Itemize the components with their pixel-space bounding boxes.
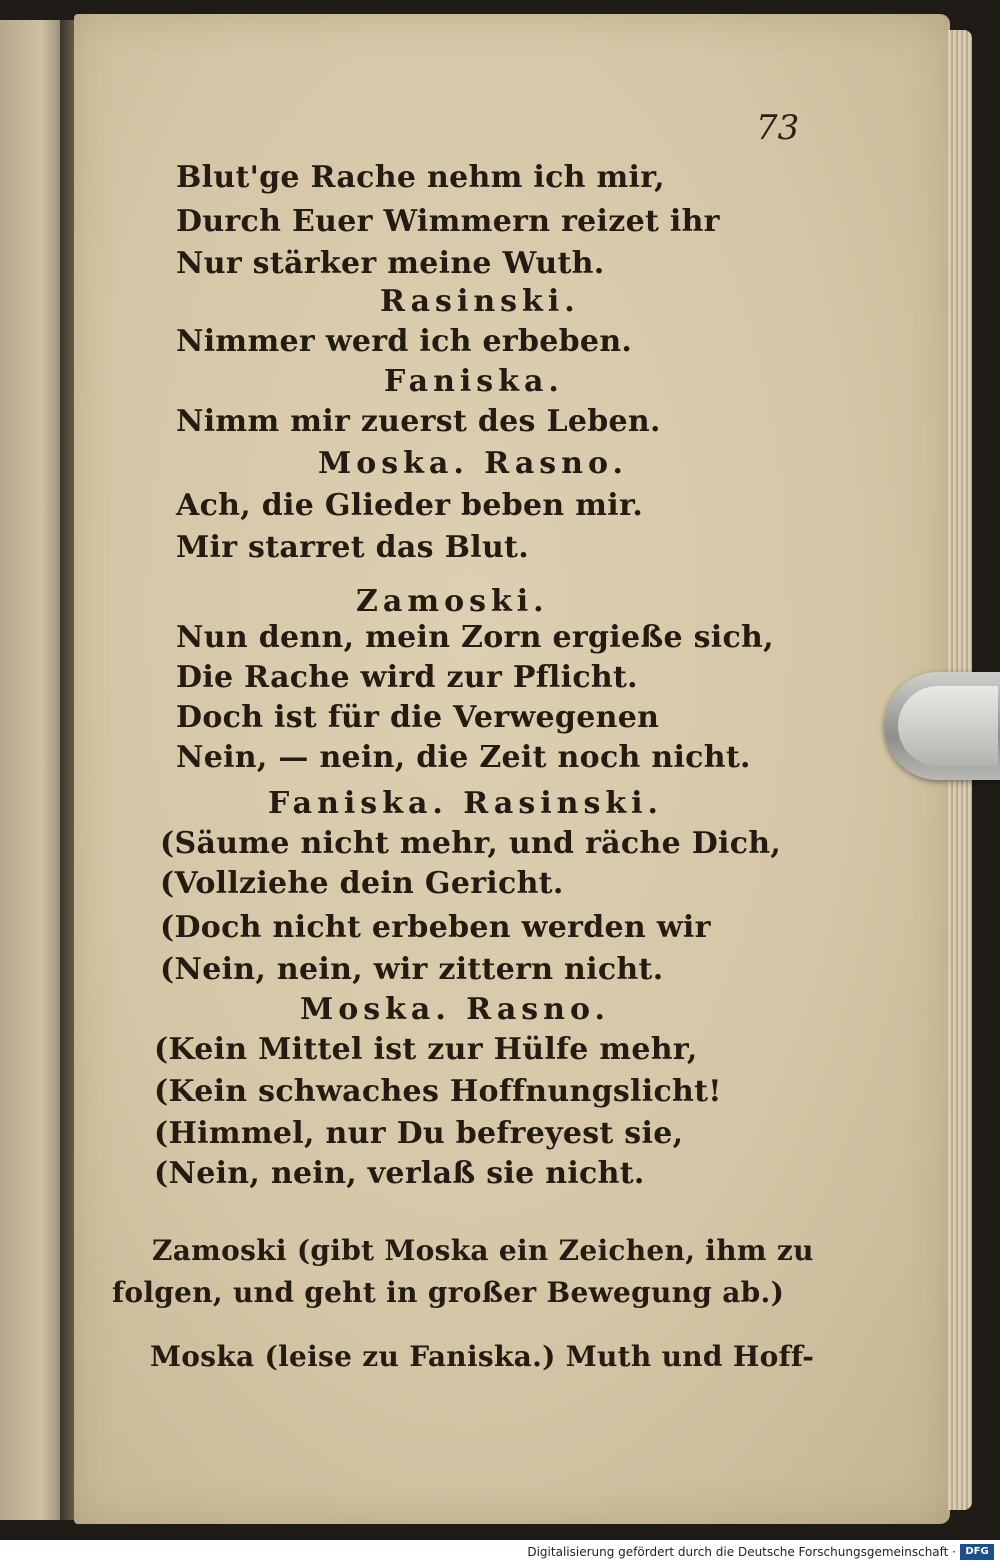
text-line: (Doch nicht erbeben werden wir <box>160 910 711 945</box>
speaker-name: Faniska. Rasinski. <box>268 786 663 821</box>
text-line: Nun denn, mein Zorn ergieße sich, <box>176 620 774 655</box>
page-clip-inner <box>898 686 998 766</box>
text-line: (Säume nicht mehr, und räche Dich, <box>160 826 782 861</box>
text-line: Die Rache wird zur Pflicht. <box>176 660 638 695</box>
text-line: Mir starret das Blut. <box>176 530 529 565</box>
text-line: Nimm mir zuerst des Leben. <box>176 404 661 439</box>
text-line: (Vollziehe dein Gericht. <box>160 866 564 901</box>
stage-direction: Zamoski (gibt Moska ein Zeichen, ihm zu <box>152 1234 814 1267</box>
left-page-edge <box>0 20 62 1520</box>
funding-credit: Digitalisierung gefördert durch die Deutsche Forschungsgemeinschaft · <box>527 1545 956 1559</box>
text-line: (Nein, nein, wir zittern nicht. <box>160 952 664 987</box>
text-line: Durch Euer Wimmern reizet ihr <box>176 204 720 239</box>
page-clip <box>884 672 1000 780</box>
text-line: (Kein Mittel ist zur Hülfe mehr, <box>154 1032 698 1067</box>
text-line: (Kein schwaches Hoffnungslicht! <box>154 1074 722 1109</box>
speaker-name: Moska. Rasno. <box>300 992 610 1027</box>
text-line: Blut'ge Rache nehm ich mir, <box>176 160 665 195</box>
stage-direction: folgen, und geht in großer Bewegung ab.) <box>112 1276 785 1309</box>
speaker-name: Faniska. <box>384 364 564 399</box>
dfg-logo: DFG <box>960 1544 994 1560</box>
text-line: (Himmel, nur Du befreyest sie, <box>154 1116 684 1151</box>
speaker-name: Rasinski. <box>380 284 580 319</box>
text-line: Moska (leise zu Faniska.) Muth und Hoff- <box>150 1340 815 1373</box>
speaker-name: Moska. Rasno. <box>318 446 628 481</box>
page-number: 73 <box>756 108 800 148</box>
text-line: Nein, — nein, die Zeit noch nicht. <box>176 740 751 775</box>
speaker-name: Zamoski. <box>356 584 549 619</box>
text-line: Ach, die Glieder beben mir. <box>176 488 644 523</box>
text-line: Nimmer werd ich erbeben. <box>176 324 633 359</box>
text-line: Doch ist für die Verwegenen <box>176 700 660 735</box>
text-line: Nur stärker meine Wuth. <box>176 246 605 281</box>
text-line: (Nein, nein, verlaß sie nicht. <box>154 1156 645 1191</box>
